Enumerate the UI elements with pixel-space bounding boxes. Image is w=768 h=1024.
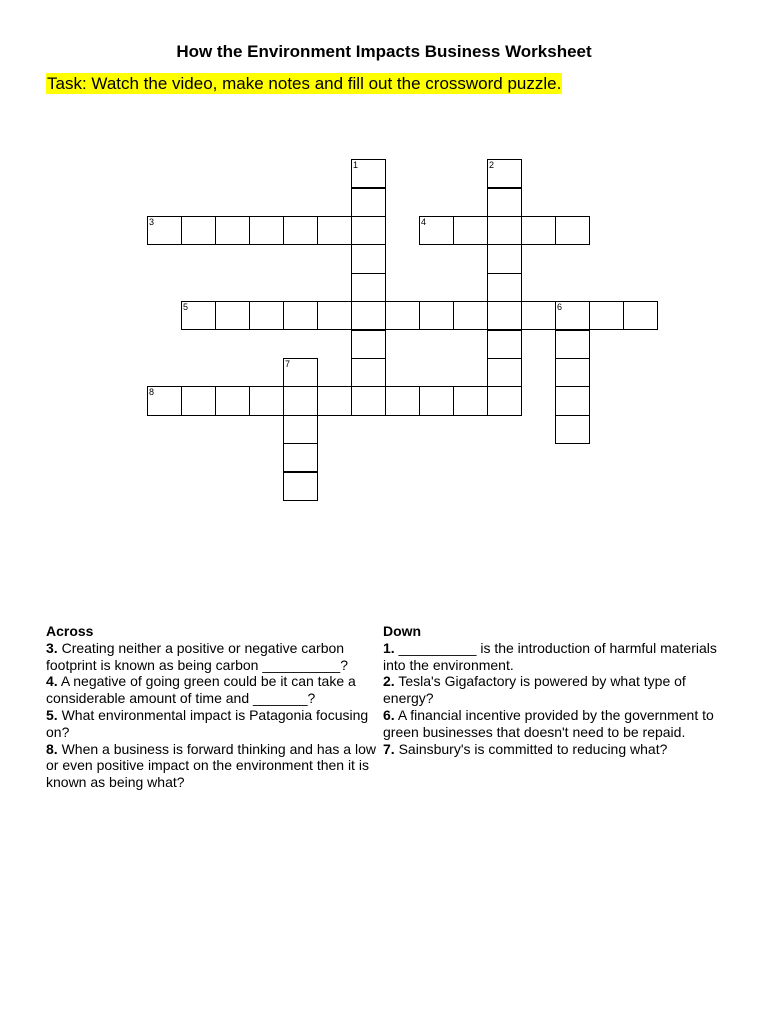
down-heading: Down xyxy=(383,623,422,639)
clue-number: 2. xyxy=(383,673,395,690)
worksheet-title: How the Environment Impacts Business Worksheet xyxy=(176,42,592,61)
clue-number-label: 7 xyxy=(285,359,291,369)
crossword-cell[interactable] xyxy=(385,386,420,415)
crossword-cell[interactable] xyxy=(351,216,386,245)
clue-number-label: 4 xyxy=(421,217,427,227)
clue-number-label: 6 xyxy=(557,302,563,313)
crossword-cell[interactable] xyxy=(283,415,318,444)
crossword-cell[interactable] xyxy=(249,386,284,415)
crossword-cell[interactable] xyxy=(419,301,454,330)
crossword-cell[interactable] xyxy=(487,159,522,188)
crossword-cell[interactable] xyxy=(555,415,590,444)
crossword-cell[interactable] xyxy=(283,443,318,472)
crossword-cell[interactable] xyxy=(351,301,386,330)
clue-number: 1. xyxy=(383,639,395,656)
clue-number-label: 2 xyxy=(489,160,495,171)
crossword-cell[interactable] xyxy=(317,301,352,330)
across-clue xyxy=(46,741,378,791)
crossword-cell[interactable] xyxy=(283,472,318,501)
crossword-cell[interactable] xyxy=(521,301,556,330)
across-clue xyxy=(46,640,378,674)
crossword-cell[interactable] xyxy=(351,244,386,273)
clue-text: Sainsbury's is committed to reducing what? xyxy=(398,740,668,757)
crossword-cell[interactable] xyxy=(623,301,658,330)
crossword-cell[interactable] xyxy=(555,358,590,387)
crossword-cell[interactable] xyxy=(317,386,352,415)
crossword-cell[interactable] xyxy=(351,159,386,188)
clue-number: 4. xyxy=(46,673,58,690)
clue-number: 6. xyxy=(383,706,395,723)
crossword-cell[interactable] xyxy=(487,244,522,273)
clue-number-label: 3 xyxy=(149,217,155,227)
crossword-cell[interactable] xyxy=(453,301,488,330)
clue-number: 7. xyxy=(383,740,395,757)
down-clue xyxy=(383,707,728,741)
across-clue xyxy=(46,707,378,741)
clue-number: 8. xyxy=(46,740,58,757)
crossword-cell[interactable] xyxy=(487,216,522,245)
crossword-cell[interactable] xyxy=(283,358,318,387)
down-clue-list xyxy=(383,640,728,758)
crossword-cell[interactable] xyxy=(351,358,386,387)
crossword-cell[interactable] xyxy=(555,301,590,330)
crossword-cell[interactable] xyxy=(487,358,522,387)
crossword-cell[interactable] xyxy=(181,386,216,415)
clue-text: Creating neither a positive or negative carbon footprint is known as being carbon __________? xyxy=(46,639,348,673)
clue-text: When a business is forward thinking and has a low or even positive impact on the environment then it is known as being what? xyxy=(46,740,376,791)
crossword-cell[interactable] xyxy=(487,301,522,330)
clue-text: A financial incentive provided by the government to green businesses that doesn't need to be repaid. xyxy=(383,706,714,740)
crossword-cell[interactable] xyxy=(487,386,522,415)
crossword-cell[interactable] xyxy=(147,386,182,415)
crossword-cell[interactable] xyxy=(453,216,488,245)
crossword-cell[interactable] xyxy=(589,301,624,330)
clue-number-label: 1 xyxy=(353,160,359,171)
down-clue xyxy=(383,640,728,674)
clue-text: __________ is the introduction of harmful materials into the environment. xyxy=(383,639,717,673)
crossword-cell[interactable] xyxy=(215,386,250,415)
task-instruction: Task: Watch the video, make notes and fill out the crossword puzzle. xyxy=(47,74,562,93)
crossword-cell[interactable] xyxy=(181,301,216,330)
across-clue xyxy=(46,673,378,707)
crossword-cell[interactable] xyxy=(215,216,250,245)
crossword-cell[interactable] xyxy=(249,301,284,330)
clue-number-label: 5 xyxy=(183,302,189,313)
across-heading: Across xyxy=(46,623,94,639)
clue-text: What environmental impact is Patagonia focusing on? xyxy=(46,706,369,740)
crossword-cell[interactable] xyxy=(555,386,590,415)
crossword-cell[interactable] xyxy=(453,386,488,415)
crossword-cell[interactable] xyxy=(351,330,386,359)
crossword-cell[interactable] xyxy=(385,301,420,330)
down-clues xyxy=(383,623,728,757)
crossword-cell[interactable] xyxy=(147,216,182,245)
crossword-cell[interactable] xyxy=(181,216,216,245)
crossword-cell[interactable] xyxy=(249,216,284,245)
clue-text: Tesla's Gigafactory is powered by what type of energy? xyxy=(383,673,686,707)
crossword-cell[interactable] xyxy=(419,386,454,415)
across-clues xyxy=(46,623,378,791)
clue-text: A negative of going green could be it can take a considerable amount of time and _______? xyxy=(46,673,356,707)
crossword-cell[interactable] xyxy=(555,330,590,359)
crossword-cell[interactable] xyxy=(283,386,318,415)
clue-number: 3. xyxy=(46,639,58,656)
clue-number-label: 8 xyxy=(149,387,155,398)
crossword-cell[interactable] xyxy=(487,188,522,217)
down-clue xyxy=(383,741,728,758)
crossword-cell[interactable] xyxy=(317,216,352,245)
crossword-cell[interactable] xyxy=(419,216,454,245)
crossword-cell[interactable] xyxy=(487,273,522,302)
clue-number: 5. xyxy=(46,706,58,723)
crossword-cell[interactable] xyxy=(283,301,318,330)
crossword-cell[interactable] xyxy=(283,216,318,245)
crossword-cell[interactable] xyxy=(215,301,250,330)
crossword-cell[interactable] xyxy=(351,273,386,302)
across-clue-list xyxy=(46,640,378,791)
crossword-cell[interactable] xyxy=(351,386,386,415)
down-clue xyxy=(383,673,728,707)
crossword-cell[interactable] xyxy=(351,188,386,217)
crossword-cell[interactable] xyxy=(555,216,590,245)
crossword-cell[interactable] xyxy=(487,330,522,359)
crossword-cell[interactable] xyxy=(521,216,556,245)
